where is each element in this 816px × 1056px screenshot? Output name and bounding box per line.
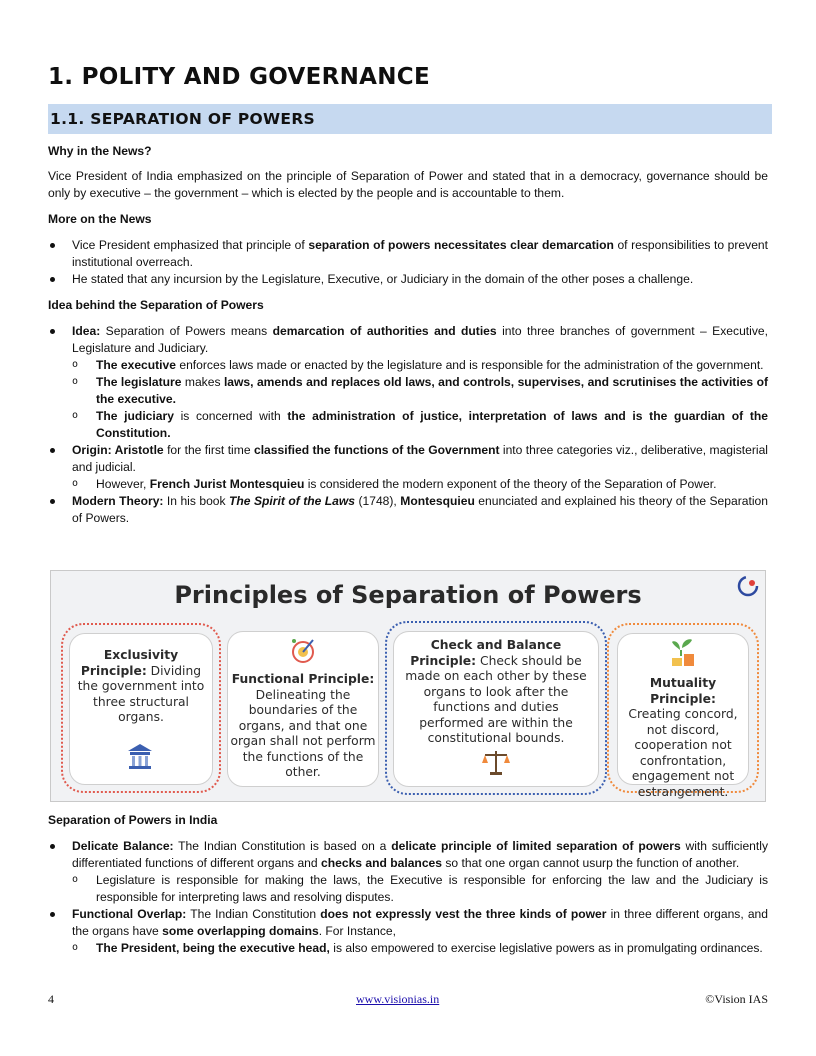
government-building-icon (124, 740, 156, 772)
check-balance-card (393, 631, 599, 787)
idea-list (48, 323, 768, 527)
card-text: Functional Principle: Delineating the boundaries of the organs, and that one organ shall not perform the functions of the other. (230, 672, 376, 779)
sub-list-item: o Legislature is responsible for making the laws, the Executive is responsible for enforcing the law and the Judiciary is responsible for interpreting laws and resolving disputes. (72, 872, 768, 906)
list-item: Functional Overlap: The Indian Constitution does not expressly vest the three kinds of power in three different organs, and the organs have some overlapping domains. For Instance, o The President, being the executive head, is also empowered to exercise legislative powers as in promulgating ordinances. (48, 906, 768, 957)
idea-heading: Idea behind the Separation of Powers (48, 298, 264, 312)
website-link[interactable]: www.visionias.in (356, 992, 440, 1006)
why-news-heading: Why in the News? (48, 144, 152, 158)
card-text: Mutuality Principle: Creating concord, not discord, cooperation not confrontation, engagement not estrangement. (628, 676, 738, 799)
chapter-heading: 1. POLITY AND GOVERNANCE (48, 64, 430, 90)
list-item: Origin: Aristotle for the first time classified the functions of the Government into three categories viz., deliberative, magisterial and judicial. o However, French Jurist Montesquieu is considered the modern exponent of the theory of the Separation of Power. (48, 442, 768, 493)
infographic-title: Principles of Separation of Powers (174, 581, 642, 609)
list-item: Idea: Separation of Powers means demarcation of authorities and duties into three branches of government – Executive, Legislature and Judiciary. o The executive enforces laws made or enacted by the legislature and is responsible for the administration of the government. o The legislature makes laws, amends and replaces old laws, and controls, supervises, and scrutinises the activities of the executive. o The judiciary is concerned with the administration of justice, interpretation of laws and is the guardian of the Constitution. (48, 323, 768, 442)
section-title-bar (48, 104, 772, 134)
list-item: He stated that any incursion by the Legislature, Executive, or Judiciary in the domain of the other poses a challenge. (48, 271, 768, 288)
india-list (48, 838, 768, 957)
copyright-text: ©Vision IAS (705, 992, 768, 1006)
sub-list (72, 476, 768, 493)
list-item: Vice President emphasized that principle of separation of powers necessitates clear demarcation of responsibilities to prevent institutional overreach. (48, 237, 768, 271)
sub-list-item: o The legislature makes laws, amends and replaces old laws, and controls, supervises, and scrutinises the activities of the executive. (72, 374, 768, 408)
sub-list (72, 357, 768, 442)
sub-list (72, 872, 768, 906)
more-news-heading: More on the News (48, 212, 152, 226)
functional-card (227, 631, 379, 787)
mutuality-card (617, 633, 749, 799)
intro-block (48, 143, 768, 527)
sub-list-item: o The President, being the executive head, is also empowered to exercise legislative powers as in promulgating ordinances. (72, 940, 768, 957)
growth-coins-icon (668, 636, 698, 668)
section-title: 1.1. SEPARATION OF POWERS (50, 110, 316, 128)
target-bulb-icon (288, 636, 318, 666)
india-block (48, 812, 768, 957)
sub-list (72, 940, 768, 957)
principles-infographic (50, 570, 766, 802)
card-text: Exclusivity Principle: Dividing the government into three structural organs. (77, 648, 205, 724)
card-text: Check and Balance Principle: Check should be made on each other by these organs to look after the functions and duties performed are within the constitutional bounds. (405, 638, 587, 745)
why-news-text: Vice President of India emphasized on the principle of Separation of Power and stated that in a democracy, governance should be only by executive – the government – which is elected by the people and is accountable to them. (48, 169, 768, 200)
exclusivity-card (69, 633, 213, 785)
sub-list-item: o The judiciary is concerned with the administration of justice, interpretation of laws and is the guardian of the Constitution. (72, 408, 768, 442)
page-number: 4 (48, 992, 54, 1006)
list-item: Delicate Balance: The Indian Constitution is based on a delicate principle of limited separation of powers with sufficiently differentiated functions of different organs and checks and balances so that one organ cannot usurp the function of another. o Legislature is responsible for making the laws, the Executive is responsible for enforcing the law and the Judiciary is responsible for interpreting laws and resolving disputes. (48, 838, 768, 906)
sub-list-item: o The executive enforces laws made or enacted by the legislature and is responsible for the administration of the government. (72, 357, 768, 374)
scales-icon (480, 748, 512, 776)
vision-logo-icon (737, 575, 759, 597)
list-item: Modern Theory: In his book The Spirit of the Laws (1748), Montesquieu enunciated and explained his theory of the Separation of Powers. (48, 493, 768, 527)
more-news-list (48, 237, 768, 288)
india-heading: Separation of Powers in India (48, 813, 218, 827)
sub-list-item: o However, French Jurist Montesquieu is considered the modern exponent of the theory of the Separation of Power. (72, 476, 768, 493)
